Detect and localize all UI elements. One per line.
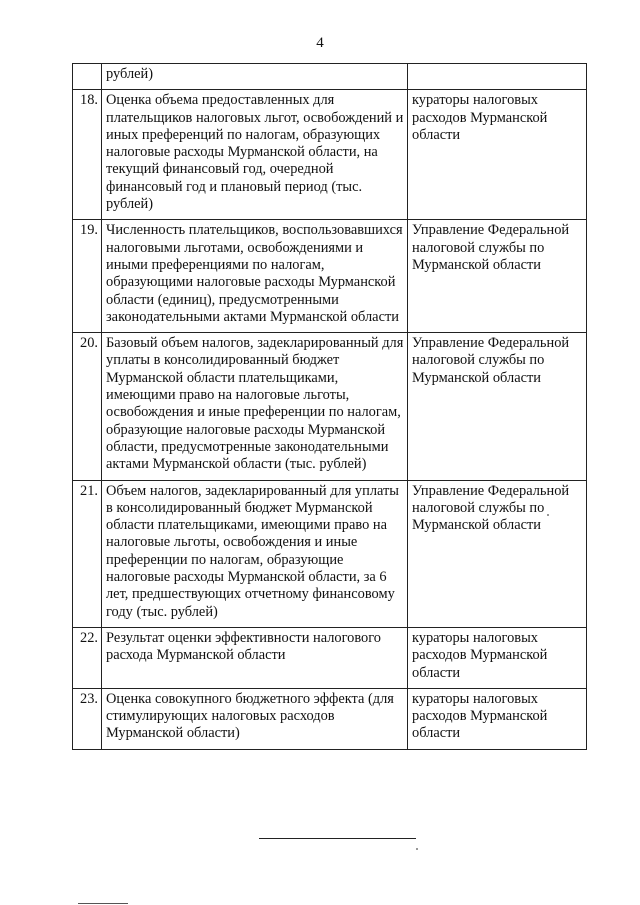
scan-speck: [416, 848, 418, 850]
table-row: [73, 64, 587, 90]
indicator-name: Объем налогов, задекларированный для уплаты в консолидированный бюджет Мурманской области плательщиками, имеющими право на налоговые льготы, освобождения и иные преференции по налогам, образующие налоговые расходы Мурманской области, за 6 лет, предшествующих отчетному финансовому году (тыс. рублей): [102, 480, 408, 627]
information-source: кураторы налоговых расходов Мурманской области: [408, 627, 587, 688]
closing-divider: [259, 838, 416, 839]
indicators-table: [72, 63, 587, 750]
table-row: [73, 220, 587, 333]
information-source: Управление Федеральной налоговой службы по Мурманской области: [408, 220, 587, 333]
indicator-name: Оценка совокупного бюджетного эффекта (для стимулирующих налоговых расходов Мурманской области): [102, 688, 408, 749]
table-row: [73, 627, 587, 688]
indicator-name: Результат оценки эффективности налогового расхода Мурманской области: [102, 627, 408, 688]
information-source: [408, 64, 587, 90]
row-number: 20.: [73, 333, 102, 480]
information-source: Управление Федеральной налоговой службы по Мурманской области: [408, 480, 587, 627]
indicator-name: Численность плательщиков, воспользовавшихся налоговыми льготами, освобождениями и иными преференциями по налогам, образующими налоговые расходы Мурманской области (единиц), предусмотренными законодательными актами Мурманской области: [102, 220, 408, 333]
row-number: [73, 64, 102, 90]
row-number: 23.: [73, 688, 102, 749]
information-source: кураторы налоговых расходов Мурманской области: [408, 90, 587, 220]
information-source: кураторы налоговых расходов Мурманской области: [408, 688, 587, 749]
information-source: Управление Федеральной налоговой службы по Мурманской области: [408, 333, 587, 480]
table-row: [73, 333, 587, 480]
footnote-divider: [78, 903, 128, 904]
table-row: [73, 688, 587, 749]
table-row: [73, 90, 587, 220]
row-number: 21.: [73, 480, 102, 627]
scan-speck: [547, 514, 549, 516]
indicator-name: Оценка объема предоставленных для плательщиков налоговых льгот, освобождений и иных преференций по налогам, образующих налоговые расходы Мурманской области, на текущий финансовый год, очередной финансовый год и плановый период (тыс. рублей): [102, 90, 408, 220]
row-number: 22.: [73, 627, 102, 688]
page-number: 4: [316, 35, 324, 51]
indicator-name: рублей): [102, 64, 408, 90]
row-number: 18.: [73, 90, 102, 220]
indicator-name: Базовый объем налогов, задекларированный для уплаты в консолидированный бюджет Мурманской области плательщиками, имеющими право на налоговые льготы, освобождения и иные преференции по налогам, образующие налоговые расходы Мурманской области, предусмотренные законодательными актами Мурманской области (тыс. рублей): [102, 333, 408, 480]
row-number: 19.: [73, 220, 102, 333]
table-row: [73, 480, 587, 627]
